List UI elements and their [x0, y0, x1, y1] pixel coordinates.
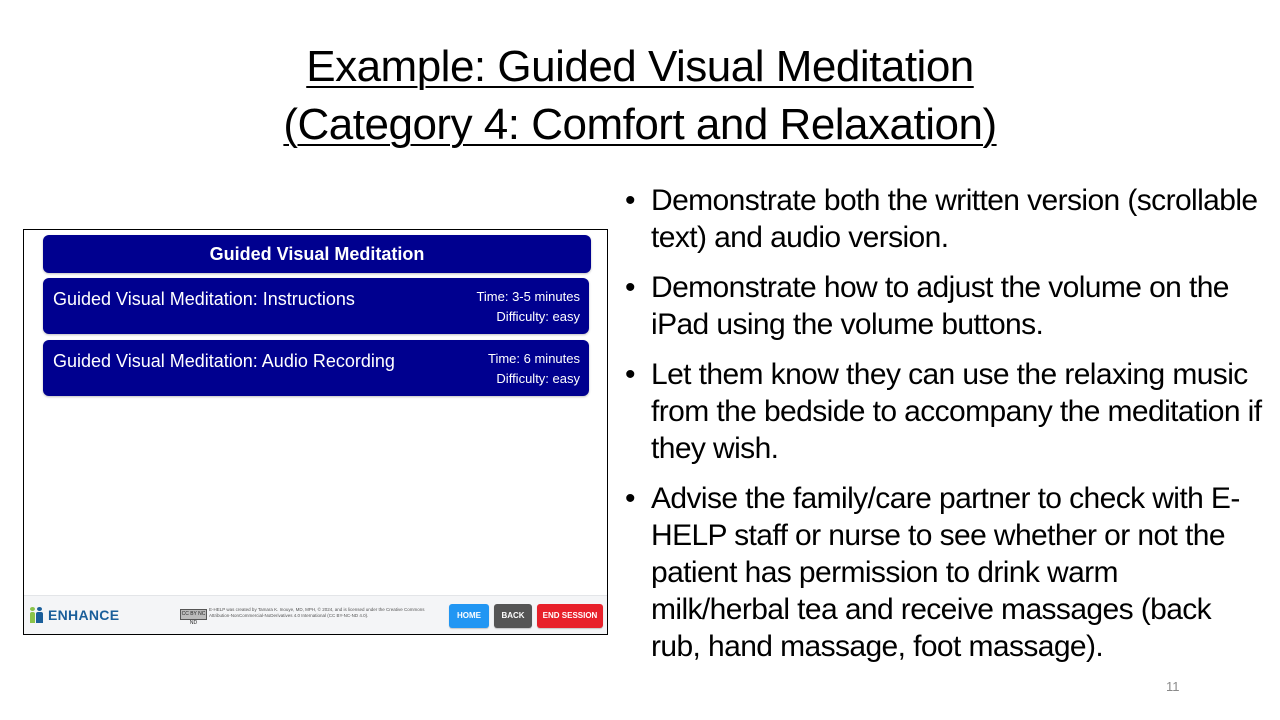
- activity-card-audio-recording[interactable]: [43, 340, 589, 396]
- back-button[interactable]: BACK: [494, 604, 532, 628]
- card-meta: [476, 287, 580, 327]
- license-text: E-HELP was created by Tamara K. Inouye, MD, MPH, © 2024, and is licensed under the Creative Commons Attribution-NonCommercial-NoDerivatives 4.0 International (CC BY-NC-ND 4.0).: [209, 607, 425, 618]
- people-logo-icon: [30, 607, 46, 623]
- logo-text: ENHANCE: [48, 607, 120, 623]
- bullet-item: • Let them know they can use the relaxing music from the bedside to accompany the meditation if they wish.: [625, 358, 1262, 465]
- page-number: 11: [1166, 679, 1180, 694]
- bullet-icon: •: [625, 358, 635, 391]
- card-time: Time: 6 minutes: [488, 351, 580, 366]
- home-button[interactable]: HOME: [449, 604, 489, 628]
- activity-card-instructions[interactable]: [43, 278, 589, 334]
- slide-title-line-1: Example: Guided Visual Meditation: [306, 42, 974, 91]
- bullet-icon: •: [625, 184, 635, 217]
- bullet-icon: •: [625, 271, 635, 304]
- slide-title-line-2: (Category 4: Comfort and Relaxation): [283, 100, 997, 149]
- card-title: Guided Visual Meditation: Audio Recording: [53, 351, 395, 371]
- card-difficulty: Difficulty: easy: [496, 371, 580, 386]
- app-screenshot: [23, 229, 608, 635]
- card-difficulty: Difficulty: easy: [496, 309, 580, 324]
- end-session-button[interactable]: END SESSION: [537, 604, 603, 628]
- slide-title: [0, 38, 1280, 154]
- bullet-icon: •: [625, 482, 635, 515]
- creative-commons-icon: CC BY NC ND: [181, 611, 206, 626]
- bullet-item: • Demonstrate how to adjust the volume on the iPad using the volume buttons.: [625, 271, 1229, 341]
- bullet-item: • Advise the family/care partner to check with E-HELP staff or nurse to see whether or not the patient has permission to drink warm milk/herbal tea and receive massages (back rub, hand massage, foot massage).: [625, 482, 1240, 663]
- card-time: Time: 3-5 minutes: [476, 289, 580, 304]
- app-footer: [24, 595, 607, 634]
- bullet-list: [623, 182, 1263, 678]
- card-title: Guided Visual Meditation: Instructions: [53, 289, 355, 309]
- enhance-logo: [30, 607, 119, 623]
- bullet-item: • Demonstrate both the written version (scrollable text) and audio version.: [625, 184, 1258, 254]
- card-meta: [488, 349, 580, 389]
- app-header: Guided Visual Meditation: [43, 235, 591, 273]
